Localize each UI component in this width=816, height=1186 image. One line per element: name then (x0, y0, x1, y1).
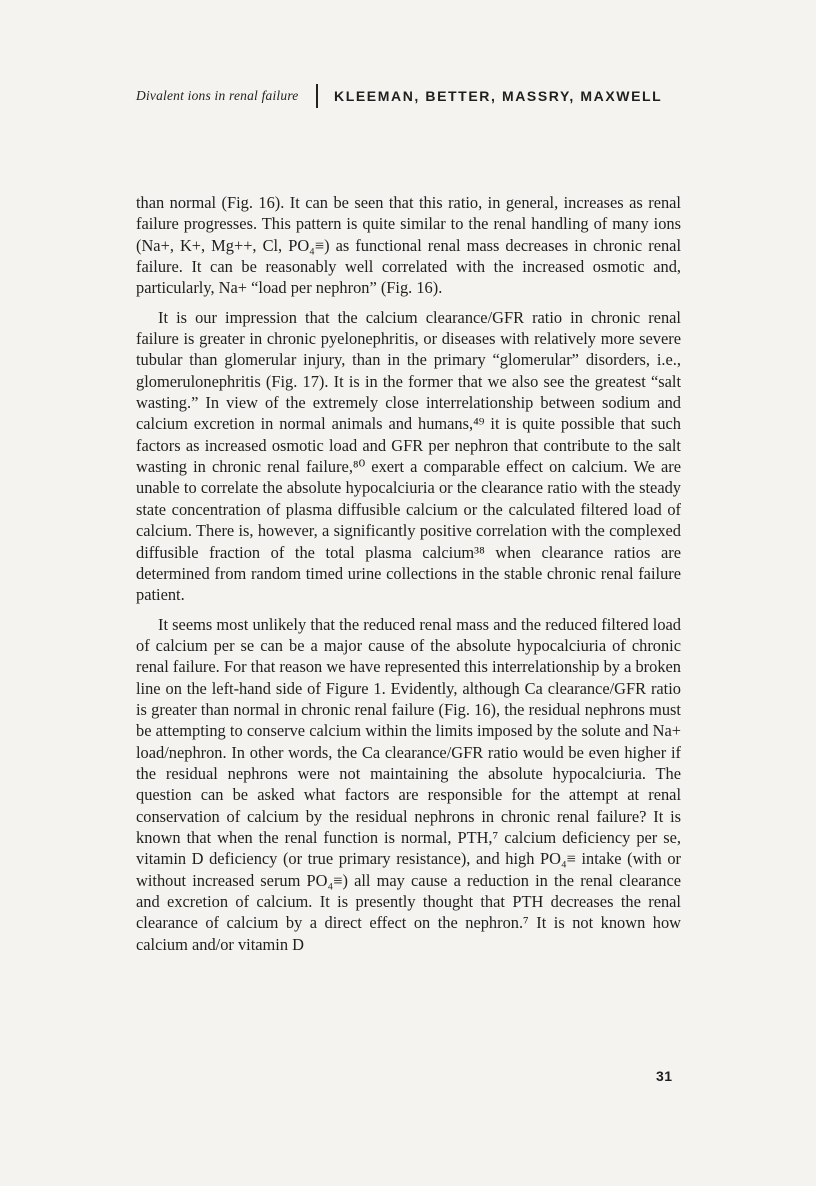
body-text (136, 192, 681, 963)
header-divider (316, 84, 318, 108)
running-header (136, 82, 676, 110)
page-number: 31 (656, 1068, 673, 1084)
author-list: KLEEMAN, BETTER, MASSRY, MAXWELL (333, 88, 663, 104)
paragraph-1: than normal (Fig. 16). It can be seen that this ratio, in general, increases as renal failure progresses. This pattern is quite similar to the renal handling of many ions (Na+, K+, Mg++, Cl, PO₄≡) as functional renal mass decreases in chronic renal failure. It can be reasonably well correlated with the increased osmotic and, particularly, Na+ “load per nephron” (Fig. 16). (136, 193, 681, 298)
paragraph-2: It is our impression that the calcium clearance/GFR ratio in chronic renal failure is greater in chronic pyelonephritis, or diseases with relatively more severe tubular than glomerular injury, than in the primary “glomerular” disorders, i.e., glomerulonephritis (Fig. 17). It is in the former that we also see the greatest “salt wasting.” In view of the extremely close interrelationship between sodium and calcium excretion in normal animals and humans,⁴⁹ it is quite possible that such factors as increased osmotic load and GFR per nephron that contribute to the salt wasting in chronic renal failure,⁸⁰ exert a comparable effect on calcium. We are unable to correlate the absolute hypocalciuria or the clearance ratio with the steady state concentration of plasma diffusible calcium or the calculated filtered load of calcium. There is, however, a significantly positive correlation with the complexed diffusible fraction of the total plasma calcium³⁸ when clearance ratios are determined from random timed urine collections in the stable chronic renal failure patient. (136, 307, 681, 605)
running-title: Divalent ions in renal failure (136, 88, 299, 103)
paragraph-3: It seems most unlikely that the reduced renal mass and the reduced filtered load of calcium per se can be a major cause of the absolute hypocalciuria of chronic renal failure. For that reason we have represented this interrelationship by a broken line on the left-hand side of Figure 1. Evidently, although Ca clearance/GFR ratio is greater than normal in chronic renal failure (Fig. 16), the residual nephrons must be attempting to conserve calcium within the limits imposed by the solute and Na+ load/nephron. In other words, the Ca clearance/GFR ratio would be even higher if the residual nephrons were not maintaining the absolute hypocalciuria. The question can be asked what factors are responsible for the attempt at renal conservation of calcium by the residual nephrons in chronic renal failure? It is known that when the renal function is normal, PTH,⁷ calcium deficiency per se, vitamin D deficiency (or true primary resistance), and high PO₄≡ intake (with or without increased serum PO₄≡) all may cause a reduction in the renal clearance and excretion of calcium. It is presently thought that PTH decreases the renal clearance of calcium by a direct effect on the nephron.⁷ It is not known how calcium and/or vitamin D (136, 614, 681, 954)
